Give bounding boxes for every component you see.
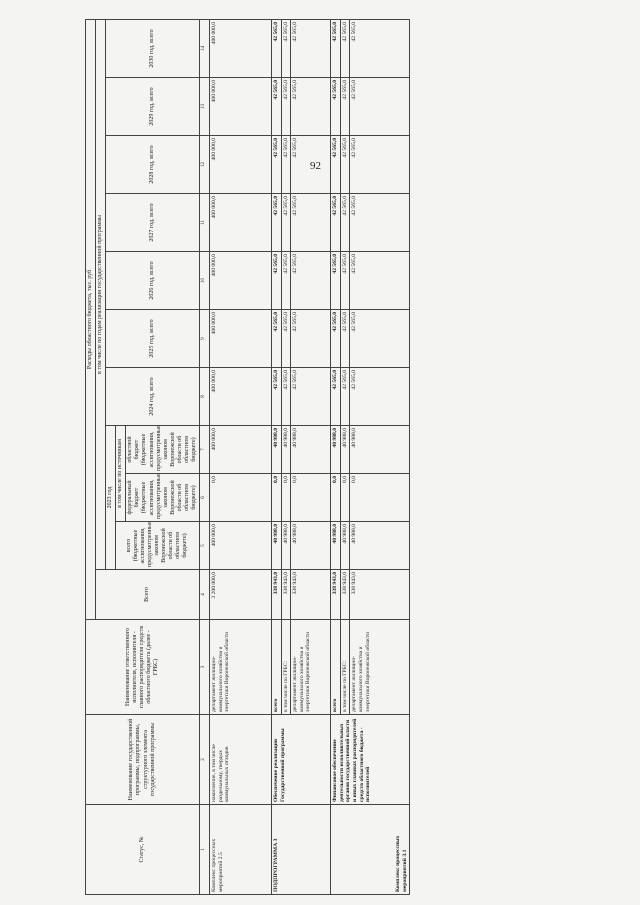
cell-2027: 42 565,0 xyxy=(331,194,341,252)
col-number: 12 xyxy=(200,136,210,194)
cell-2024: 400 000,0 xyxy=(210,368,272,426)
cell-2023-regional: 40 988,0 xyxy=(350,426,410,474)
cell-2028: 400 000,0 xyxy=(210,136,272,194)
row-executor: в том числе по ГРБС: xyxy=(281,620,291,715)
table-row xyxy=(331,19,341,894)
col-number: 14 xyxy=(200,19,210,77)
col-number: 2 xyxy=(200,715,210,805)
header-2027: 2027 год, всего xyxy=(106,194,200,252)
header-2030: 2030 год, всего xyxy=(106,19,200,77)
col-number: 1 xyxy=(200,805,210,895)
cell-2029: 42 565,0 xyxy=(331,78,341,136)
cell-2023-all: 400 000,0 xyxy=(210,522,272,570)
cell-2023-all: 40 988,0 xyxy=(331,522,341,570)
cell-2030: 42 565,0 xyxy=(281,19,291,77)
cell-2024: 42 565,0 xyxy=(340,368,350,426)
cell-2024: 42 565,0 xyxy=(281,368,291,426)
col-number: 3 xyxy=(200,620,210,715)
cell-total: 338 943,0 xyxy=(340,570,350,620)
cell-2025: 400 000,0 xyxy=(210,310,272,368)
cell-2026: 42 565,0 xyxy=(350,252,410,310)
cell-2028: 42 565,0 xyxy=(272,136,282,194)
cell-2026: 42 565,0 xyxy=(291,252,331,310)
cell-2027: 42 565,0 xyxy=(350,194,410,252)
cell-2023-federal: 0,0 xyxy=(291,474,331,522)
cell-2023-all: 40 988,0 xyxy=(291,522,331,570)
cell-2027: 42 565,0 xyxy=(281,194,291,252)
cell-2024: 42 565,0 xyxy=(331,368,341,426)
cell-2026: 42 565,0 xyxy=(281,252,291,310)
header-name: Наименование государственной программы, подпрограммы, структурного элемента государственной программы xyxy=(86,715,200,805)
row-executor: департамент жилищно-коммунального хозяйства и энергетики Воронежской области xyxy=(350,620,410,715)
cell-2023-all: 40 988,0 xyxy=(350,522,410,570)
cell-2027: 42 565,0 xyxy=(291,194,331,252)
col-number: 5 xyxy=(200,522,210,570)
budget-table-rotated xyxy=(85,20,630,895)
header-2026: 2026 год, всего xyxy=(106,252,200,310)
row-executor: департамент жилищно-коммунального хозяйства и энергетики Воронежской области xyxy=(210,620,272,715)
cell-total: 3 200 000,0 xyxy=(210,570,272,620)
row-name: накопление, в том числе раздельному, твердых коммунальных отходов xyxy=(210,715,272,805)
cell-2029: 400 000,0 xyxy=(210,78,272,136)
cell-total: 338 943,0 xyxy=(350,570,410,620)
cell-2023-regional: 40 988,0 xyxy=(340,426,350,474)
cell-2029: 42 565,0 xyxy=(340,78,350,136)
cell-2024: 42 565,0 xyxy=(350,368,410,426)
header-year-2023: 2023 год xyxy=(106,426,116,570)
cell-2029: 42 565,0 xyxy=(272,78,282,136)
row-executor: всего xyxy=(331,620,341,715)
header-status: Статус, № xyxy=(86,805,200,895)
header-2023-all: всего (бюджетные ассигнования, предусмотренные законом Воронежской области об областном бюджете) xyxy=(116,522,200,570)
header-total: Всего xyxy=(96,570,200,620)
cell-2028: 42 565,0 xyxy=(350,136,410,194)
cell-2023-regional: 40 988,0 xyxy=(272,426,282,474)
cell-2023-regional: 40 988,0 xyxy=(291,426,331,474)
cell-2027: 42 565,0 xyxy=(340,194,350,252)
header-by-sources: в том числе по источникам xyxy=(116,426,126,522)
cell-2029: 42 565,0 xyxy=(350,78,410,136)
row-executor: всего xyxy=(272,620,282,715)
cell-2028: 42 565,0 xyxy=(340,136,350,194)
table-row xyxy=(210,19,272,894)
cell-total: 338 943,0 xyxy=(331,570,341,620)
row-status: ПОДПРОГРАММА 3 xyxy=(272,805,331,895)
cell-2028: 42 565,0 xyxy=(291,136,331,194)
row-status: Комплекс процессных мероприятий 2.5 xyxy=(210,805,272,895)
cell-2025: 42 565,0 xyxy=(281,310,291,368)
col-number: 6 xyxy=(200,474,210,522)
cell-total: 338 943,0 xyxy=(272,570,282,620)
row-name: Обеспечение реализации Государственной программы xyxy=(272,715,331,805)
header-2029: 2029 год, всего xyxy=(106,78,200,136)
header-2023-regional: областной бюджет (бюджетные ассигнования, предусмотренные законом Воронежской области об областном бюджете) xyxy=(126,426,200,474)
header-2024: 2024 год, всего xyxy=(106,368,200,426)
cell-2028: 42 565,0 xyxy=(281,136,291,194)
cell-2023-federal: 0,0 xyxy=(210,474,272,522)
cell-2023-all: 40 988,0 xyxy=(281,522,291,570)
row-executor: департамент жилищно-коммунального хозяйства и энергетики Воронежской области xyxy=(291,620,331,715)
cell-2030: 42 565,0 xyxy=(331,19,341,77)
cell-2023-federal: 0,0 xyxy=(272,474,282,522)
cell-2023-federal: 0,0 xyxy=(331,474,341,522)
cell-2030: 42 565,0 xyxy=(350,19,410,77)
col-number: 4 xyxy=(200,570,210,620)
row-executor: в том числе по ГРБС: xyxy=(340,620,350,715)
col-number: 9 xyxy=(200,310,210,368)
cell-2023-regional: 40 988,0 xyxy=(281,426,291,474)
cell-2025: 42 565,0 xyxy=(331,310,341,368)
table-row xyxy=(272,19,282,894)
cell-2023-all: 40 988,0 xyxy=(340,522,350,570)
header-2023-federal: федеральный бюджет (бюджетные ассигнования, предусмотренные законом Воронежской области об областном бюджете) xyxy=(126,474,200,522)
cell-2024: 42 565,0 xyxy=(291,368,331,426)
header-2025: 2025 год, всего xyxy=(106,310,200,368)
page-number: 92 xyxy=(310,160,321,172)
cell-2025: 42 565,0 xyxy=(340,310,350,368)
cell-2023-federal: 0,0 xyxy=(340,474,350,522)
header-2028: 2028 год, всего xyxy=(106,136,200,194)
header-expenses: Расходы областного бюджета, тыс. руб xyxy=(86,19,96,619)
budget-table xyxy=(85,19,410,895)
col-number: 7 xyxy=(200,426,210,474)
cell-2029: 42 565,0 xyxy=(281,78,291,136)
cell-2026: 42 565,0 xyxy=(331,252,341,310)
cell-2023-regional: 40 988,0 xyxy=(331,426,341,474)
cell-2026: 42 565,0 xyxy=(272,252,282,310)
cell-2023-regional: 400 000,0 xyxy=(210,426,272,474)
cell-2025: 42 565,0 xyxy=(291,310,331,368)
cell-2026: 400 000,0 xyxy=(210,252,272,310)
cell-2024: 42 565,0 xyxy=(272,368,282,426)
cell-2027: 400 000,0 xyxy=(210,194,272,252)
header-by-years: в том числе по годам реализации государственной программы xyxy=(96,19,106,569)
cell-2030: 42 565,0 xyxy=(340,19,350,77)
column-number-row xyxy=(200,19,210,894)
cell-2025: 42 565,0 xyxy=(272,310,282,368)
cell-2027: 42 565,0 xyxy=(272,194,282,252)
col-number: 11 xyxy=(200,194,210,252)
cell-2028: 42 565,0 xyxy=(331,136,341,194)
col-number: 10 xyxy=(200,252,210,310)
col-number: 8 xyxy=(200,368,210,426)
row-name: Финансовое обеспечение деятельности исполнительных органов государственной власти и иных главных распорядителей средств областного бюджета - исполнителей xyxy=(331,715,410,805)
cell-2030: 42 565,0 xyxy=(272,19,282,77)
cell-2030: 42 565,0 xyxy=(291,19,331,77)
col-number: 13 xyxy=(200,78,210,136)
cell-2025: 42 565,0 xyxy=(350,310,410,368)
cell-2029: 42 565,0 xyxy=(291,78,331,136)
cell-2023-federal: 0,0 xyxy=(350,474,410,522)
header-executor: Наименование ответственного исполнителя, исполнителя - главного распорядителя средств областного бюджета (далее - ГРБС) xyxy=(86,620,200,715)
cell-total: 338 943,0 xyxy=(291,570,331,620)
cell-2023-all: 40 988,0 xyxy=(272,522,282,570)
cell-2030: 400 000,0 xyxy=(210,19,272,77)
cell-total: 338 943,0 xyxy=(281,570,291,620)
row-status: Комплекс процессных мероприятий 3.1 xyxy=(331,805,410,895)
cell-2023-federal: 0,0 xyxy=(281,474,291,522)
cell-2026: 42 565,0 xyxy=(340,252,350,310)
